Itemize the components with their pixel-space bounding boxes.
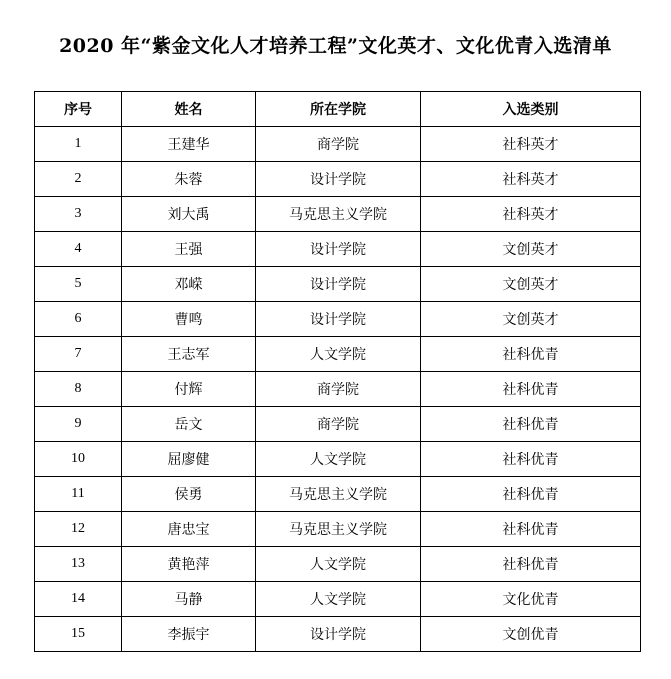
cell-college: 马克思主义学院: [256, 512, 421, 547]
cell-college: 人文学院: [256, 582, 421, 617]
table-row: [35, 267, 641, 302]
cell-college: 设计学院: [256, 267, 421, 302]
cell-name: 王建华: [122, 127, 256, 162]
cell-category: 社科优青: [421, 337, 641, 372]
cell-index: 4: [35, 232, 122, 267]
table-row: [35, 197, 641, 232]
cell-index: 14: [35, 582, 122, 617]
cell-index: 11: [35, 477, 122, 512]
cell-college: 人文学院: [256, 547, 421, 582]
cell-category: 文创英才: [421, 267, 641, 302]
cell-name: 王志军: [122, 337, 256, 372]
table-row: [35, 477, 641, 512]
table-row: [35, 372, 641, 407]
cell-college: 设计学院: [256, 617, 421, 652]
cell-category: 社科优青: [421, 407, 641, 442]
column-header-index: 序号: [35, 92, 122, 127]
cell-index: 5: [35, 267, 122, 302]
cell-college: 人文学院: [256, 337, 421, 372]
cell-category: 社科优青: [421, 477, 641, 512]
table-header-row: [35, 92, 641, 127]
cell-college: 人文学院: [256, 442, 421, 477]
cell-index: 12: [35, 512, 122, 547]
table-row: [35, 337, 641, 372]
cell-index: 15: [35, 617, 122, 652]
cell-name: 李振宇: [122, 617, 256, 652]
cell-college: 马克思主义学院: [256, 197, 421, 232]
cell-category: 文化优青: [421, 582, 641, 617]
cell-name: 侯勇: [122, 477, 256, 512]
cell-college: 商学院: [256, 407, 421, 442]
cell-name: 岳文: [122, 407, 256, 442]
cell-name: 黄艳萍: [122, 547, 256, 582]
cell-name: 付辉: [122, 372, 256, 407]
table-row: [35, 302, 641, 337]
cell-category: 文创英才: [421, 302, 641, 337]
cell-category: 社科英才: [421, 127, 641, 162]
cell-college: 商学院: [256, 372, 421, 407]
column-header-college: 所在学院: [256, 92, 421, 127]
cell-college: 设计学院: [256, 232, 421, 267]
table-row: [35, 512, 641, 547]
cell-category: 社科英才: [421, 197, 641, 232]
cell-index: 8: [35, 372, 122, 407]
table-row: [35, 442, 641, 477]
cell-college: 马克思主义学院: [256, 477, 421, 512]
cell-index: 2: [35, 162, 122, 197]
cell-name: 马静: [122, 582, 256, 617]
cell-name: 屈廖健: [122, 442, 256, 477]
cell-category: 社科优青: [421, 372, 641, 407]
cell-category: 社科优青: [421, 442, 641, 477]
cell-category: 社科优青: [421, 547, 641, 582]
cell-name: 刘大禹: [122, 197, 256, 232]
cell-index: 13: [35, 547, 122, 582]
cell-category: 文创优青: [421, 617, 641, 652]
cell-college: 设计学院: [256, 162, 421, 197]
document-title: 2020 年“紫金文化人才培养工程”文化英才、文化优青入选清单: [59, 35, 612, 57]
column-header-name: 姓名: [122, 92, 256, 127]
table-row: [35, 232, 641, 267]
cell-category: 文创英才: [421, 232, 641, 267]
cell-college: 商学院: [256, 127, 421, 162]
cell-category: 社科英才: [421, 162, 641, 197]
table-row: [35, 582, 641, 617]
table-row: [35, 127, 641, 162]
column-header-category: 入选类别: [421, 92, 641, 127]
cell-name: 王强: [122, 232, 256, 267]
cell-index: 10: [35, 442, 122, 477]
cell-name: 朱蓉: [122, 162, 256, 197]
cell-index: 6: [35, 302, 122, 337]
cell-college: 设计学院: [256, 302, 421, 337]
selection-list-table: [34, 91, 641, 652]
cell-category: 社科优青: [421, 512, 641, 547]
table-row: [35, 547, 641, 582]
cell-name: 邓嵘: [122, 267, 256, 302]
cell-index: 1: [35, 127, 122, 162]
cell-index: 7: [35, 337, 122, 372]
cell-name: 曹鸣: [122, 302, 256, 337]
cell-name: 唐忠宝: [122, 512, 256, 547]
cell-index: 9: [35, 407, 122, 442]
table-row: [35, 162, 641, 197]
table-row: [35, 617, 641, 652]
cell-index: 3: [35, 197, 122, 232]
table-row: [35, 407, 641, 442]
